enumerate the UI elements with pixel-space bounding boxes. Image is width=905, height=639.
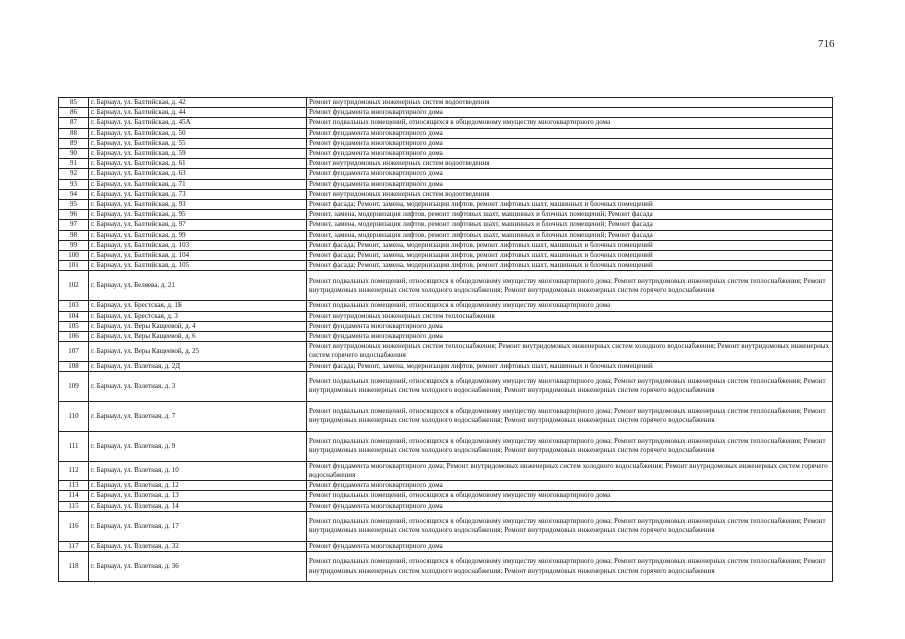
table-row	[59, 431, 833, 461]
row-number: 100	[59, 251, 89, 261]
table-row	[59, 189, 833, 199]
row-work: Ремонт внутридомовых инженерных систем водоотведения	[307, 189, 833, 199]
row-address: г. Барнаул, ул. Взлетная, д. 36	[89, 552, 307, 582]
row-address: г. Барнаул, ул. Веры Кащеевой, д. 6	[89, 332, 307, 342]
row-work: Ремонт фундамента многоквартирного дома	[307, 481, 833, 491]
table-row	[59, 501, 833, 511]
row-address: г. Барнаул, ул. Балтийская, д. 59	[89, 149, 307, 159]
row-work: Ремонт фундамента многоквартирного дома	[307, 501, 833, 511]
row-number: 89	[59, 138, 89, 148]
table-row	[59, 491, 833, 501]
row-address: г. Барнаул, ул. Балтийская, д. 95	[89, 210, 307, 220]
row-work: Ремонт фасада; Ремонт, замена, модернизация лифтов, ремонт лифтовых шахт, машинных и блочных помещений	[307, 240, 833, 250]
row-address: г. Барнаул, ул. Балтийская, д. 63	[89, 169, 307, 179]
row-number: 99	[59, 240, 89, 250]
table-row	[59, 511, 833, 541]
row-number: 92	[59, 169, 89, 179]
row-work: Ремонт фасада; Ремонт, замена, модернизация лифтов, ремонт лифтовых шахт, машинных и блочных помещений	[307, 361, 833, 371]
row-address: г. Барнаул, ул. Балтийская, д. 104	[89, 251, 307, 261]
row-number: 97	[59, 220, 89, 230]
row-work: Ремонт подвальных помещений, относящихся к общедомовому имуществу многоквартирного дома; Ремонт внутридомовых инженерных систем теплоснабжения; Ремонт внутридомовых инженерных систем холодного водоснабжения; Ремонт внутридомовых инженерных систем горячего водоснабжения	[307, 271, 833, 301]
row-address: г. Барнаул, ул. Балтийская, д. 105	[89, 261, 307, 271]
table-row	[59, 251, 833, 261]
table-row	[59, 118, 833, 128]
row-number: 110	[59, 401, 89, 431]
row-address: г. Барнаул, ул. Взлетная, д. 32	[89, 541, 307, 551]
row-address: г. Барнаул, ул. Беляева, д. 21	[89, 271, 307, 301]
row-work: Ремонт, замена, модернизация лифтов, ремонт лифтовых шахт, машинных и блочных помещений; Ремонт фасада	[307, 210, 833, 220]
row-number: 107	[59, 342, 89, 361]
row-work: Ремонт подвальных помещений, относящихся к общедомовому имуществу многоквартирного дома; Ремонт внутридомовых инженерных систем теплоснабжения; Ремонт внутридомовых инженерных систем холодного водоснабжения; Ремонт внутридомовых инженерных систем горячего водоснабжения	[307, 401, 833, 431]
row-number: 108	[59, 361, 89, 371]
row-number: 106	[59, 332, 89, 342]
row-work: Ремонт подвальных помещений, относящихся к общедомовому имуществу многоквартирного дома; Ремонт внутридомовых инженерных систем теплоснабжения; Ремонт внутридомовых инженерных систем холодного водоснабжения; Ремонт внутридомовых инженерных систем горячего водоснабжения	[307, 552, 833, 582]
row-address: г. Барнаул, ул. Балтийская, д. 55	[89, 138, 307, 148]
row-number: 87	[59, 118, 89, 128]
table-row	[59, 361, 833, 371]
row-address: г. Барнаул, ул. Брестская, д. 3	[89, 311, 307, 321]
row-address: г. Барнаул, ул. Взлетная, д. 17	[89, 511, 307, 541]
row-work: Ремонт подвальных помещений, относящихся к общедомовому имуществу многоквартирного дома	[307, 491, 833, 501]
row-address: г. Барнаул, ул. Балтийская, д. 103	[89, 240, 307, 250]
row-work: Ремонт фундамента многоквартирного дома	[307, 138, 833, 148]
row-work: Ремонт фундамента многоквартирного дома; Ремонт внутридомовых инженерных систем холодного водоснабжения; Ремонт внутридомовых инженерных систем горячего водоснабжения	[307, 461, 833, 480]
table-row	[59, 261, 833, 271]
table-row	[59, 200, 833, 210]
row-address: г. Барнаул, ул. Взлетная, д. 2Д	[89, 361, 307, 371]
table-row	[59, 159, 833, 169]
table-row	[59, 311, 833, 321]
row-work: Ремонт внутридомовых инженерных систем водоотведения	[307, 98, 833, 108]
row-number: 93	[59, 179, 89, 189]
row-work: Ремонт фундамента многоквартирного дома	[307, 128, 833, 138]
row-number: 85	[59, 98, 89, 108]
row-number: 116	[59, 511, 89, 541]
table-row	[59, 179, 833, 189]
row-address: г. Барнаул, ул. Веры Кащеевой, д. 4	[89, 321, 307, 331]
row-work: Ремонт подвальных помещений, относящихся к общедомовому имуществу многоквартирного дома; Ремонт внутридомовых инженерных систем теплоснабжения; Ремонт внутридомовых инженерных систем холодного водоснабжения; Ремонт внутридомовых инженерных систем горячего водоснабжения	[307, 511, 833, 541]
table-row	[59, 271, 833, 301]
row-work: Ремонт фасада; Ремонт, замена, модернизация лифтов, ремонт лифтовых шахт, машинных и блочных помещений	[307, 200, 833, 210]
table-row	[59, 342, 833, 361]
row-work: Ремонт подвальных помещений, относящихся к общедомовому имуществу многоквартирного дома	[307, 301, 833, 311]
row-number: 95	[59, 200, 89, 210]
row-number: 102	[59, 271, 89, 301]
row-work: Ремонт, замена, модернизация лифтов, ремонт лифтовых шахт, машинных и блочных помещений; Ремонт фасада	[307, 230, 833, 240]
table-body	[59, 98, 833, 582]
row-number: 98	[59, 230, 89, 240]
table-row	[59, 481, 833, 491]
row-number: 104	[59, 311, 89, 321]
row-work: Ремонт внутридомовых инженерных систем водоотведения	[307, 159, 833, 169]
row-address: г. Барнаул, ул. Взлетная, д. 13	[89, 491, 307, 501]
row-number: 112	[59, 461, 89, 480]
row-number: 96	[59, 210, 89, 220]
row-address: г. Барнаул, ул. Взлетная, д. 10	[89, 461, 307, 480]
row-number: 86	[59, 108, 89, 118]
row-number: 117	[59, 541, 89, 551]
row-number: 90	[59, 149, 89, 159]
row-address: г. Барнаул, ул. Балтийская, д. 45А	[89, 118, 307, 128]
row-work: Ремонт, замена, модернизация лифтов, ремонт лифтовых шахт, машинных и блочных помещений; Ремонт фасада	[307, 220, 833, 230]
row-address: г. Барнаул, ул. Балтийская, д. 73	[89, 189, 307, 199]
row-work: Ремонт внутридомовых инженерных систем теплоснабжения	[307, 311, 833, 321]
row-number: 109	[59, 371, 89, 401]
row-work: Ремонт фасада; Ремонт, замена, модернизация лифтов, ремонт лифтовых шахт, машинных и блочных помещений	[307, 261, 833, 271]
table-row	[59, 552, 833, 582]
row-work: Ремонт фасада; Ремонт, замена, модернизация лифтов, ремонт лифтовых шахт, машинных и блочных помещений	[307, 251, 833, 261]
row-work: Ремонт подвальных помещений, относящихся к общедомовому имуществу многоквартирного дома	[307, 118, 833, 128]
row-work: Ремонт подвальных помещений, относящихся к общедомовому имуществу многоквартирного дома; Ремонт внутридомовых инженерных систем теплоснабжения; Ремонт внутридомовых инженерных систем холодного водоснабжения; Ремонт внутридомовых инженерных систем горячего водоснабжения	[307, 371, 833, 401]
table-row	[59, 169, 833, 179]
table-row	[59, 461, 833, 480]
row-work: Ремонт фундамента многоквартирного дома	[307, 321, 833, 331]
row-number: 118	[59, 552, 89, 582]
row-address: г. Барнаул, ул. Взлетная, д. 9	[89, 431, 307, 461]
row-number: 103	[59, 301, 89, 311]
row-address: г. Барнаул, ул. Взлетная, д. 3	[89, 371, 307, 401]
table-row	[59, 401, 833, 431]
repair-works-table	[58, 97, 833, 582]
row-address: г. Барнаул, ул. Балтийская, д. 97	[89, 220, 307, 230]
table-row	[59, 128, 833, 138]
row-address: г. Барнаул, ул. Балтийская, д. 99	[89, 230, 307, 240]
row-address: г. Барнаул, ул. Взлетная, д. 12	[89, 481, 307, 491]
row-address: г. Барнаул, ул. Балтийская, д. 50	[89, 128, 307, 138]
table-row	[59, 230, 833, 240]
table-row	[59, 301, 833, 311]
row-work: Ремонт фундамента многоквартирного дома	[307, 541, 833, 551]
row-number: 113	[59, 481, 89, 491]
row-address: г. Барнаул, ул. Балтийская, д. 42	[89, 98, 307, 108]
row-work: Ремонт фундамента многоквартирного дома	[307, 169, 833, 179]
table-row	[59, 240, 833, 250]
row-number: 94	[59, 189, 89, 199]
table-row	[59, 371, 833, 401]
row-address: г. Барнаул, ул. Балтийская, д. 93	[89, 200, 307, 210]
row-work: Ремонт подвальных помещений, относящихся к общедомовому имуществу многоквартирного дома; Ремонт внутридомовых инженерных систем теплоснабжения; Ремонт внутридомовых инженерных систем холодного водоснабжения; Ремонт внутридомовых инженерных систем горячего водоснабжения	[307, 431, 833, 461]
table-row	[59, 321, 833, 331]
table-row	[59, 108, 833, 118]
row-address: г. Барнаул, ул. Взлетная, д. 14	[89, 501, 307, 511]
row-number: 115	[59, 501, 89, 511]
row-address: г. Барнаул, ул. Брестская, д. 1Б	[89, 301, 307, 311]
row-work: Ремонт фундамента многоквартирного дома	[307, 149, 833, 159]
row-work: Ремонт фундамента многоквартирного дома	[307, 332, 833, 342]
row-address: г. Барнаул, ул. Балтийская, д. 44	[89, 108, 307, 118]
table-row	[59, 138, 833, 148]
row-number: 111	[59, 431, 89, 461]
table-row	[59, 541, 833, 551]
row-work: Ремонт фундамента многоквартирного дома	[307, 108, 833, 118]
table-row	[59, 98, 833, 108]
row-address: г. Барнаул, ул. Балтийская, д. 61	[89, 159, 307, 169]
row-number: 88	[59, 128, 89, 138]
row-number: 101	[59, 261, 89, 271]
row-number: 105	[59, 321, 89, 331]
row-number: 114	[59, 491, 89, 501]
table-row	[59, 332, 833, 342]
table-row	[59, 210, 833, 220]
row-address: г. Барнаул, ул. Балтийская, д. 71	[89, 179, 307, 189]
row-work: Ремонт внутридомовых инженерных систем теплоснабжения; Ремонт внутридомовых инженерных систем холодного водоснабжения; Ремонт внутридомовых инженерных систем горячего водоснабжения	[307, 342, 833, 361]
page-number: 716	[818, 38, 835, 50]
table-row	[59, 220, 833, 230]
row-address: г. Барнаул, ул. Взлетная, д. 7	[89, 401, 307, 431]
row-work: Ремонт фундамента многоквартирного дома	[307, 179, 833, 189]
row-address: г. Барнаул, ул. Веры Кащеевой, д. 25	[89, 342, 307, 361]
row-number: 91	[59, 159, 89, 169]
table-row	[59, 149, 833, 159]
